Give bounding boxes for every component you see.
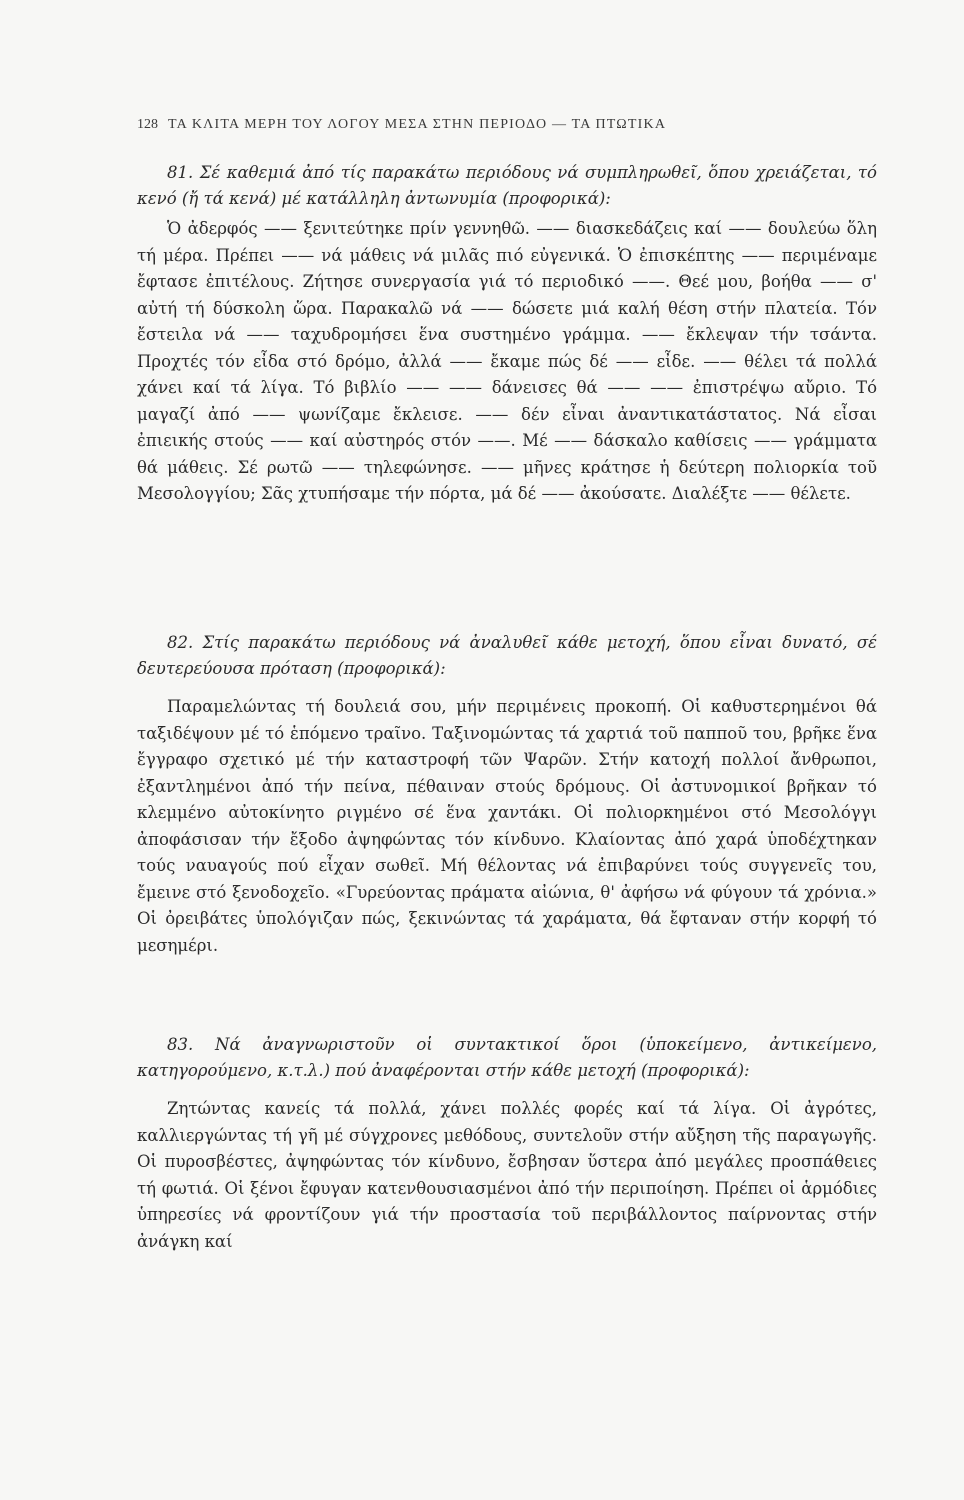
exercise-81-instruction: 81. Σέ καθεμιά ἀπό τίς παρακάτω περιόδους νά συμπληρωθεῖ, ὅπου χρειάζεται, τό κενό (ἤ τά κενά) μέ κατάλληλη ἀντωνυμία (προφορικά): [137,163,877,208]
exercise-82-instruction: 82. Στίς παρακάτω περιόδους νά ἀναλυθεῖ κάθε μετοχή, ὅπου εἶναι δυνατό, σέ δευτερεύουσα πρόταση (προφορικά): [137,633,877,678]
exercise-81-text: Ὁ ἀδερφός —— ξενιτεύτηκε πρίν γεννηθῶ. —— διασκεδάζεις καί —— δουλεύω ὅλη τή μέρα. Πρέπει —— νά μάθεις νά μιλᾶς πιό εὐγενικά. Ὁ ἐπισκέπτης —— περιμέναμε ἔφτασε ἐπιτέλους. Ζήτησε συνεργασία γιά τό περιοδικό ——. Θεέ μου, βοήθα —— σ' αὐτή τή δύσκολη ὥρα. Παρακαλῶ νά —— δώσετε μιά καλή θέση στήν πλατεία. Τόν ἔστειλα νά —— ταχυδρομήσει ἕνα συστημένο γράμμα. —— ἔκλεψαν τήν τσάντα. Προχτές τόν εἶδα στό δρόμο, ἀλλά —— ἔκαμε πώς δέ —— εἶδε. —— θέλει τά πολλά χάνει καί τά λίγα. Τό βιβλίο —— —— δάνεισες θά —— —— ἐπιστρέψω αὔριο. Τό μαγαζί ἀπό —— ψωνίζαμε ἔκλεισε. —— δέν εἶναι ἀναντικατάστατος. Νά εἶσαι ἐπιεικής στούς —— καί αὐστηρός στόν ——. Μέ —— δάσκαλο καθίσεις —— γράμματα θά μάθεις. Σέ ρωτῶ —— τηλεφώνησε. —— μῆνες κράτησε ἡ δεύτερη πολιορκία τοῦ Μεσολογγίου; Σᾶς χτυπήσαμε τήν πόρτα, μά δέ —— ἀκούσατε. Διαλέξτε —— θέλετε. [137,219,877,503]
exercise-82-text: Παραμελώντας τή δουλειά σου, μήν περιμένεις προκοπή. Οἱ καθυστερημένοι θά ταξιδέψουν μέ τό ἑπόμενο τραῖνο. Ταξινομώντας τά χαρτιά τοῦ παπποῦ του, βρῆκε ἕνα ἔγγραφο σχετικό μέ τήν καταστροφή τῶν Ψαρῶν. Στήν κατοχή πολλοί ἄνθρωποι, ἐξαντλημένοι ἀπό τήν πείνα, πέθαιναν στούς δρόμους. Οἱ ἀστυνομικοί βρῆκαν τό κλεμμένο αὐτοκίνητο ριγμένο σέ ἕνα χαντάκι. Οἱ πολιορκημένοι στό Μεσολόγγι ἀποφάσισαν τήν ἔξοδο ἀψηφώντας τόν κίνδυνο. Κλαίοντας ἀπό χαρά ὑποδέχτηκαν τούς ναυαγούς πού εἶχαν σωθεῖ. Μή θέλοντας νά ἐπιβαρύνει τούς συγγενεῖς του, ἔμεινε στό ξενοδοχεῖο. «Γυρεύοντας πράματα αἰώνια, θ' ἀφήσω νά φύγουν τά χρόνια.» Οἱ ὀρειβάτες ὑπολόγιζαν πώς, ξεκινώντας τά χαράματα, θά ἔφταναν στήν κορφή τό μεσημέρι. [137,697,877,955]
exercise-82 [137,630,877,959]
exercise-81 [137,160,877,508]
running-title: ΤΑ ΚΛΙΤΑ ΜΕΡΗ ΤΟΥ ΛΟΓΟΥ ΜΕΣΑ ΣΤΗΝ ΠΕΡΙΟΔΟ — ΤΑ ΠΤΩΤΙΚΑ [168,117,667,132]
exercise-83-text: Ζητώντας κανείς τά πολλά, χάνει πολλές φορές καί τά λίγα. Οἱ ἀγρότες, καλλιεργώντας τή γῆ μέ σύγχρονες μεθόδους, συντελοῦν στήν αὔξηση τῆς παραγωγῆς. Οἱ πυροσβέστες, ἀψηφώντας τόν κίνδυνο, ἔσβησαν ὕστερα ἀπό μεγάλες προσπάθειες τή φωτιά. Οἱ ξένοι ἔφυγαν κατενθουσιασμένοι ἀπό τήν περιποίηση. Πρέπει οἱ ἁρμόδιες ὑπηρεσίες νά φροντίζουν γιά τήν προστασία τοῦ περιβάλλοντος παίρνοντας στήν ἀνάγκη καί [137,1099,877,1251]
running-header [137,117,837,133]
exercise-83 [137,1032,877,1255]
exercise-83-instruction: 83. Νά ἀναγνωριστοῦν οἱ συντακτικοί ὅροι (ὑποκείμενο, ἀντικείμενο, κατηγορούμενο, κ.τ.λ.) πού ἀναφέρονται στήν κάθε μετοχή (προφορικά): [137,1035,877,1080]
page-number: 128 [137,117,158,132]
